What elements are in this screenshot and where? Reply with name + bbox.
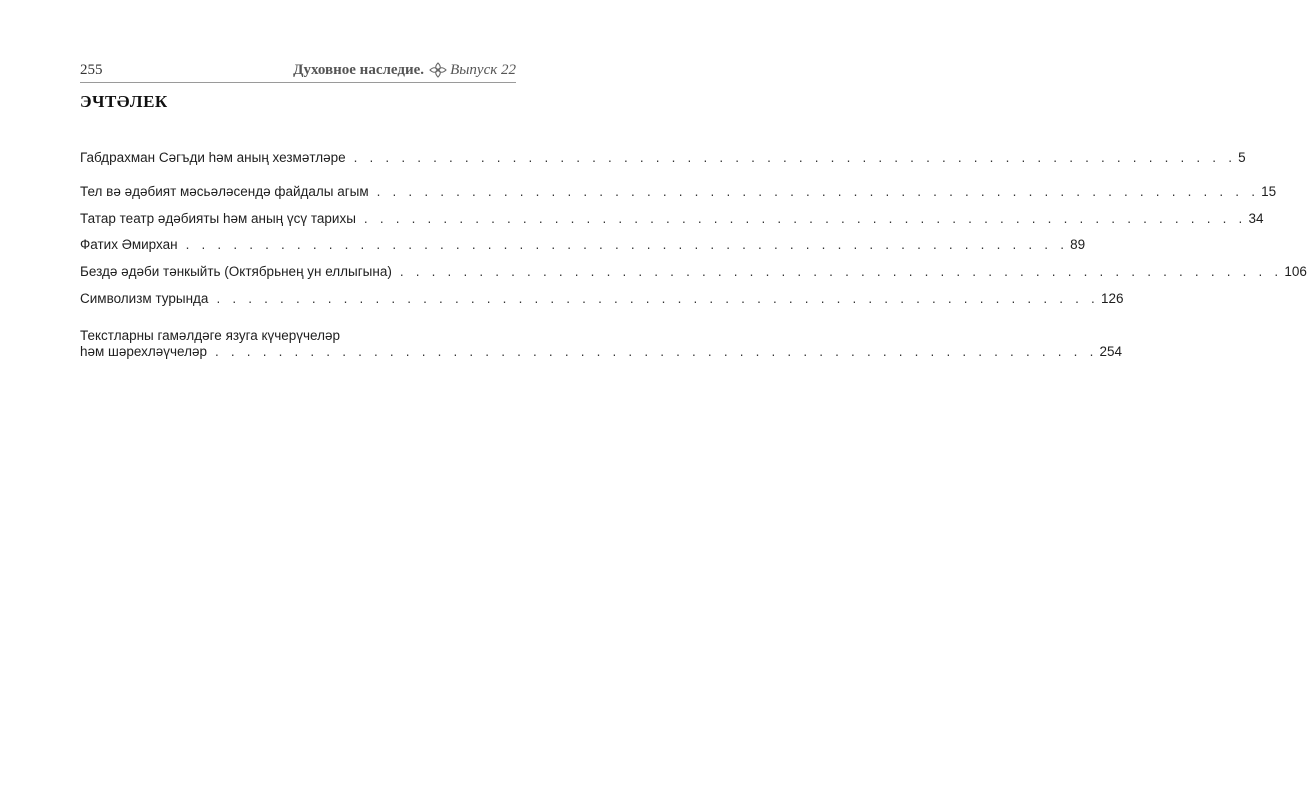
toc-entry-title-continued: һәм шәрехләүчеләр (80, 344, 207, 359)
toc-entry[interactable] (80, 328, 1123, 360)
toc-entry-page: 254 (1099, 344, 1123, 359)
toc-entry-page: 126 (1100, 291, 1124, 306)
toc-entry-title: Татар театр әдәбияты һәм аның үсү тарихы (80, 211, 356, 226)
toc-entry-title: Фатих Әмирхан (80, 237, 178, 252)
running-header (80, 60, 516, 83)
toc-entry-page: 106 (1284, 264, 1307, 279)
toc-entry[interactable] (80, 184, 1277, 200)
toc-entry[interactable] (80, 150, 1246, 166)
running-title: Духовное наследие. (293, 62, 424, 78)
dot-leader: . . . . . . . . . . . . . . . . . . . . . . . . . . . . . . . . . . . . . . . . . . . . . . . . . . . . . . . . (399, 264, 1283, 279)
toc-heading: ЭЧТӘЛЕК (80, 92, 168, 111)
dot-leader: . . . . . . . . . . . . . . . . . . . . . . . . . . . . . . . . . . . . . . . . . . . . . . . . . . . . . . . . (376, 184, 1260, 199)
issue-label: Выпуск 22 (450, 62, 516, 78)
toc-entry[interactable] (80, 211, 1264, 227)
toc-entry-title: Бездә әдәби тәнкыйть (Октябрьнең ун еллыгына) (80, 264, 392, 279)
toc-entry-title: Символизм турында (80, 291, 209, 306)
toc-entry[interactable] (80, 291, 1124, 307)
toc-entry-title: Габдрахман Сәгъди һәм аның хезмәтләре (80, 150, 346, 165)
floral-ornament-icon (428, 61, 448, 79)
dot-leader: . . . . . . . . . . . . . . . . . . . . . . . . . . . . . . . . . . . . . . . . . . . . . . . . . . . . . . . . (185, 237, 1069, 252)
dot-leader: . . . . . . . . . . . . . . . . . . . . . . . . . . . . . . . . . . . . . . . . . . . . . . . . . . . . . . . . (214, 344, 1098, 359)
toc-entry-title: Тел вә әдәбият мәсьәләсендә файдалы агым (80, 184, 369, 199)
toc-entry-page: 34 (1248, 211, 1264, 226)
toc-entry[interactable] (80, 264, 1307, 280)
toc-entry[interactable] (80, 237, 1086, 253)
dot-leader: . . . . . . . . . . . . . . . . . . . . . . . . . . . . . . . . . . . . . . . . . . . . . . . . . . . . . . . . (216, 291, 1099, 306)
dot-leader: . . . . . . . . . . . . . . . . . . . . . . . . . . . . . . . . . . . . . . . . . . . . . . . . . . . . . . . . (353, 150, 1237, 165)
toc-entry-title: Текстларны гамәлдәге язуга күчерүчеләр (80, 328, 340, 343)
dot-leader: . . . . . . . . . . . . . . . . . . . . . . . . . . . . . . . . . . . . . . . . . . . . . . . . . . . . . . . . (363, 211, 1247, 226)
toc-entry-page: 15 (1261, 184, 1277, 199)
page-number: 255 (80, 62, 103, 78)
toc-entry-page: 5 (1238, 150, 1246, 165)
toc-entry-page: 89 (1070, 237, 1086, 252)
